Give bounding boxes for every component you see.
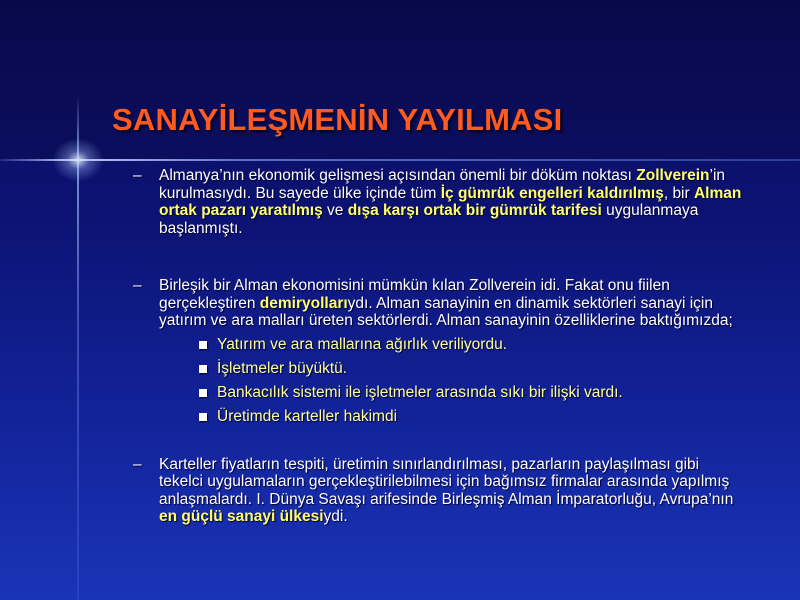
sub-bullet-item — [197, 381, 743, 405]
bullet-paragraph-2 — [133, 277, 743, 429]
text-run: uygulanmaya başlanmıştı. — [159, 202, 699, 237]
highlight-tariff: dışa karşı ortak bir gümrük tarifesi — [347, 202, 602, 219]
highlight-common-market: Alman ortak pazarı yaratılmış — [159, 184, 742, 219]
square-bullet-icon — [199, 365, 207, 373]
sub-bullet-text: İşletmeler büyüktü. — [217, 359, 348, 377]
slide-title: SANAYİLEŞMENİN YAYILMASI — [112, 102, 563, 137]
slide-content — [133, 167, 743, 526]
sub-bullet-list — [159, 333, 743, 429]
text-run: Birleşik bir Alman ekonomisini mümkün kılan Zollverein idi. Fakat onu fiilen gerçekleştiren — [159, 277, 670, 312]
sub-bullet-text: Bankacılık sistemi ile işletmeler arasında sıkı bir ilişki vardı. — [217, 383, 623, 401]
decorative-glow — [52, 138, 104, 182]
dash-bullet-icon: – — [133, 167, 142, 184]
text-run: ’in kurulmasıydı. Bu sayede ülke içinde tüm — [159, 167, 726, 202]
square-bullet-icon — [199, 413, 207, 421]
decorative-horizontal-line — [0, 159, 800, 161]
highlight-customs-barriers: İç gümrük engelleri kaldırılmış — [440, 184, 664, 202]
square-bullet-icon — [199, 341, 207, 349]
sub-bullet-item — [197, 405, 743, 429]
sub-bullet-item — [197, 357, 743, 381]
text-run: ydı. Alman sanayinin en dinamik sektörleri sanayi için yatırım ve ara malları üreten sektörlerdi. Alman sanayinin özelliklerine baktığımızda; — [159, 294, 733, 329]
sub-bullet-item — [197, 333, 743, 357]
text-run: ve — [322, 202, 348, 219]
text-run: ydi. — [323, 508, 348, 525]
highlight-zollverein: Zollverein — [636, 167, 710, 184]
bullet-paragraph-3 — [133, 456, 743, 526]
sub-bullet-text: Üretimde karteller hakimdi — [217, 407, 398, 425]
text-run: Karteller fiyatların tespiti, üretimin sınırlandırılması, pazarların paylaşılması gibi tekelci uygulamaların gerçekleştirilebilmesi için bağımsız firmalar arasında yapılmış anlaşmalardı. I. Dünya Savaşı arifesinde Birleşmiş Alman İmparatorluğu, Avrupa’nın — [159, 455, 734, 508]
highlight-railways: demiryolları — [259, 294, 348, 312]
dash-bullet-icon: – — [133, 277, 142, 294]
highlight-strongest-industry: en güçlü sanayi ülkesi — [159, 508, 324, 525]
sub-bullet-text: Yatırım ve ara mallarına ağırlık veriliyordu. — [217, 335, 508, 353]
square-bullet-icon — [199, 389, 207, 397]
text-run: , bir — [663, 184, 694, 202]
text-run: Almanya’nın ekonomik gelişmesi açısından önemli bir döküm noktası — [159, 167, 637, 184]
bullet-paragraph-1 — [133, 167, 743, 237]
dash-bullet-icon: – — [133, 455, 142, 473]
